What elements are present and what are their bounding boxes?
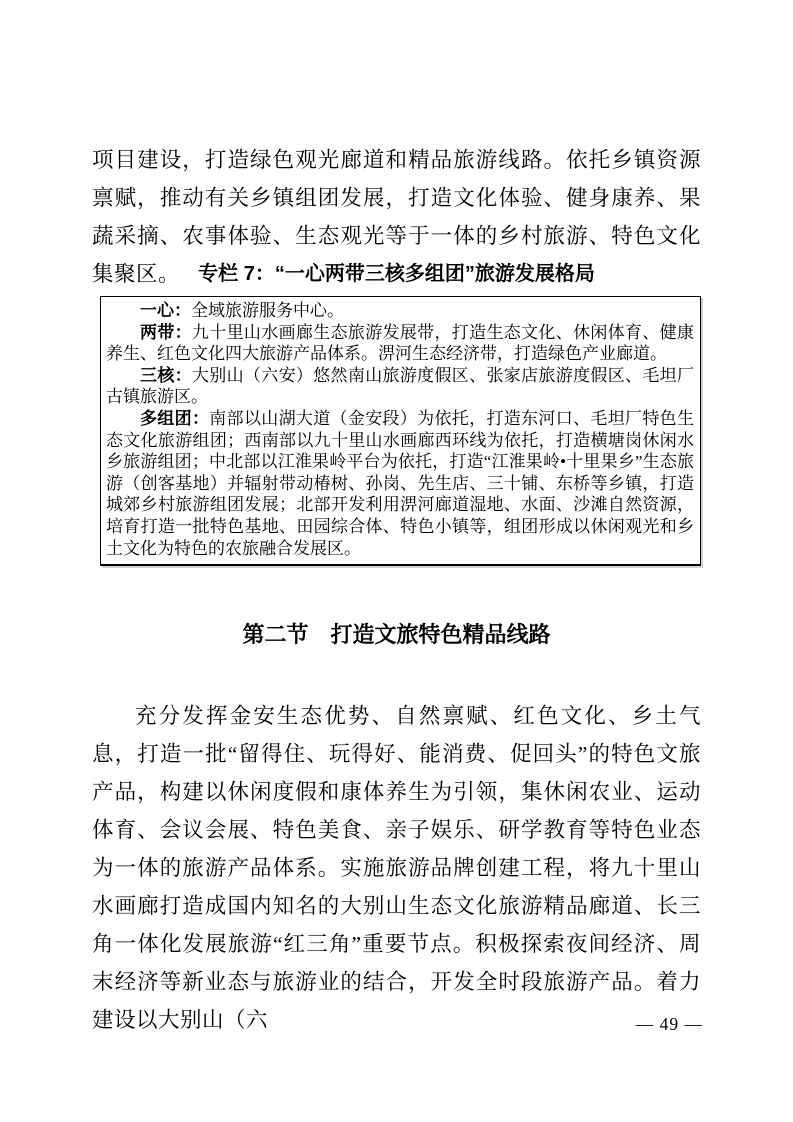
box-item-text: 九十里山水画廊生态旅游发展带，打造生态文化、休闲体育、健康养生、红色文化四大旅游产品体系。淠河生态经济带，打造绿色产业廊道。 [106, 322, 694, 364]
box-item-two-belts [106, 322, 694, 365]
box-item-one-center [106, 300, 694, 322]
box-item-label: 一心： [140, 301, 191, 320]
box-item-text: 全域旅游服务中心。 [191, 301, 344, 320]
section-heading: 第二节 打造文旅特色精品线路 [242, 622, 551, 647]
box-title: 专栏 7：“一心两带三核多组团”旅游发展格局 [198, 263, 595, 285]
feature-box [100, 296, 701, 566]
box-item-multi-clusters [106, 408, 694, 559]
box-item-text: 大别山（六安）悠然南山旅游度假区、张家店旅游度假区、毛坦厂古镇旅游区。 [106, 365, 694, 407]
box-item-three-cores [106, 365, 694, 408]
paragraph-body: 充分发挥金安生态优势、自然禀赋、红色文化、乡土气息，打造一批“留得住、玩得好、能消费、促回头”的特色文旅产品，构建以休闲度假和康体养生为引领，集休闲农业、运动体育、会议会展、特色美食、亲子娱乐、研学教育等特色业态为一体的旅游产品体系。实施旅游品牌创建工程，将九十里山水画廊打造成国内知名的大别山生态文化旅游精品廊道、长三角一体化发展旅游“红三角”重要节点。积极探索夜间经济、周末经济等新业态与旅游业的结合，开发全时段旅游产品。着力建设以大别山（六 [92, 704, 701, 1032]
box-item-label: 两带： [140, 322, 192, 342]
paragraph-continuation: 项目建设，打造绿色观光廊道和精品旅游线路。依托乡镇资源禀赋，推动有关乡镇组团发展，打造文化体验、健身康养、果蔬采摘、农事体验、生态观光等于一体的乡村旅游、特色文化集聚区。 [92, 148, 701, 286]
box-item-text: 南部以山湖大道（金安段）为依托，打造东河口、毛坦厂特色生态文化旅游组团；西南部以九十里山水画廊西环线为依托，打造横塘岗休闲水乡旅游组团；中北部以江淮果岭平台为依托，打造“江淮果岭•十里果乡”生态旅游（创客基地）并辐射带动椿树、孙岗、先生店、三十铺、东桥等乡镇，打造城郊乡村旅游组团发展；北部开发利用淠河廊道湿地、水面、沙滩自然资源，培育打造一批特色基地、田园综合体、特色小镇等，组团形成以休闲观光和乡土文化为特色的农旅融合发展区。 [106, 408, 695, 558]
box-item-label: 三核： [140, 365, 192, 385]
box-item-label: 多组团： [140, 408, 210, 428]
page-number: — 49 — [635, 1014, 703, 1034]
